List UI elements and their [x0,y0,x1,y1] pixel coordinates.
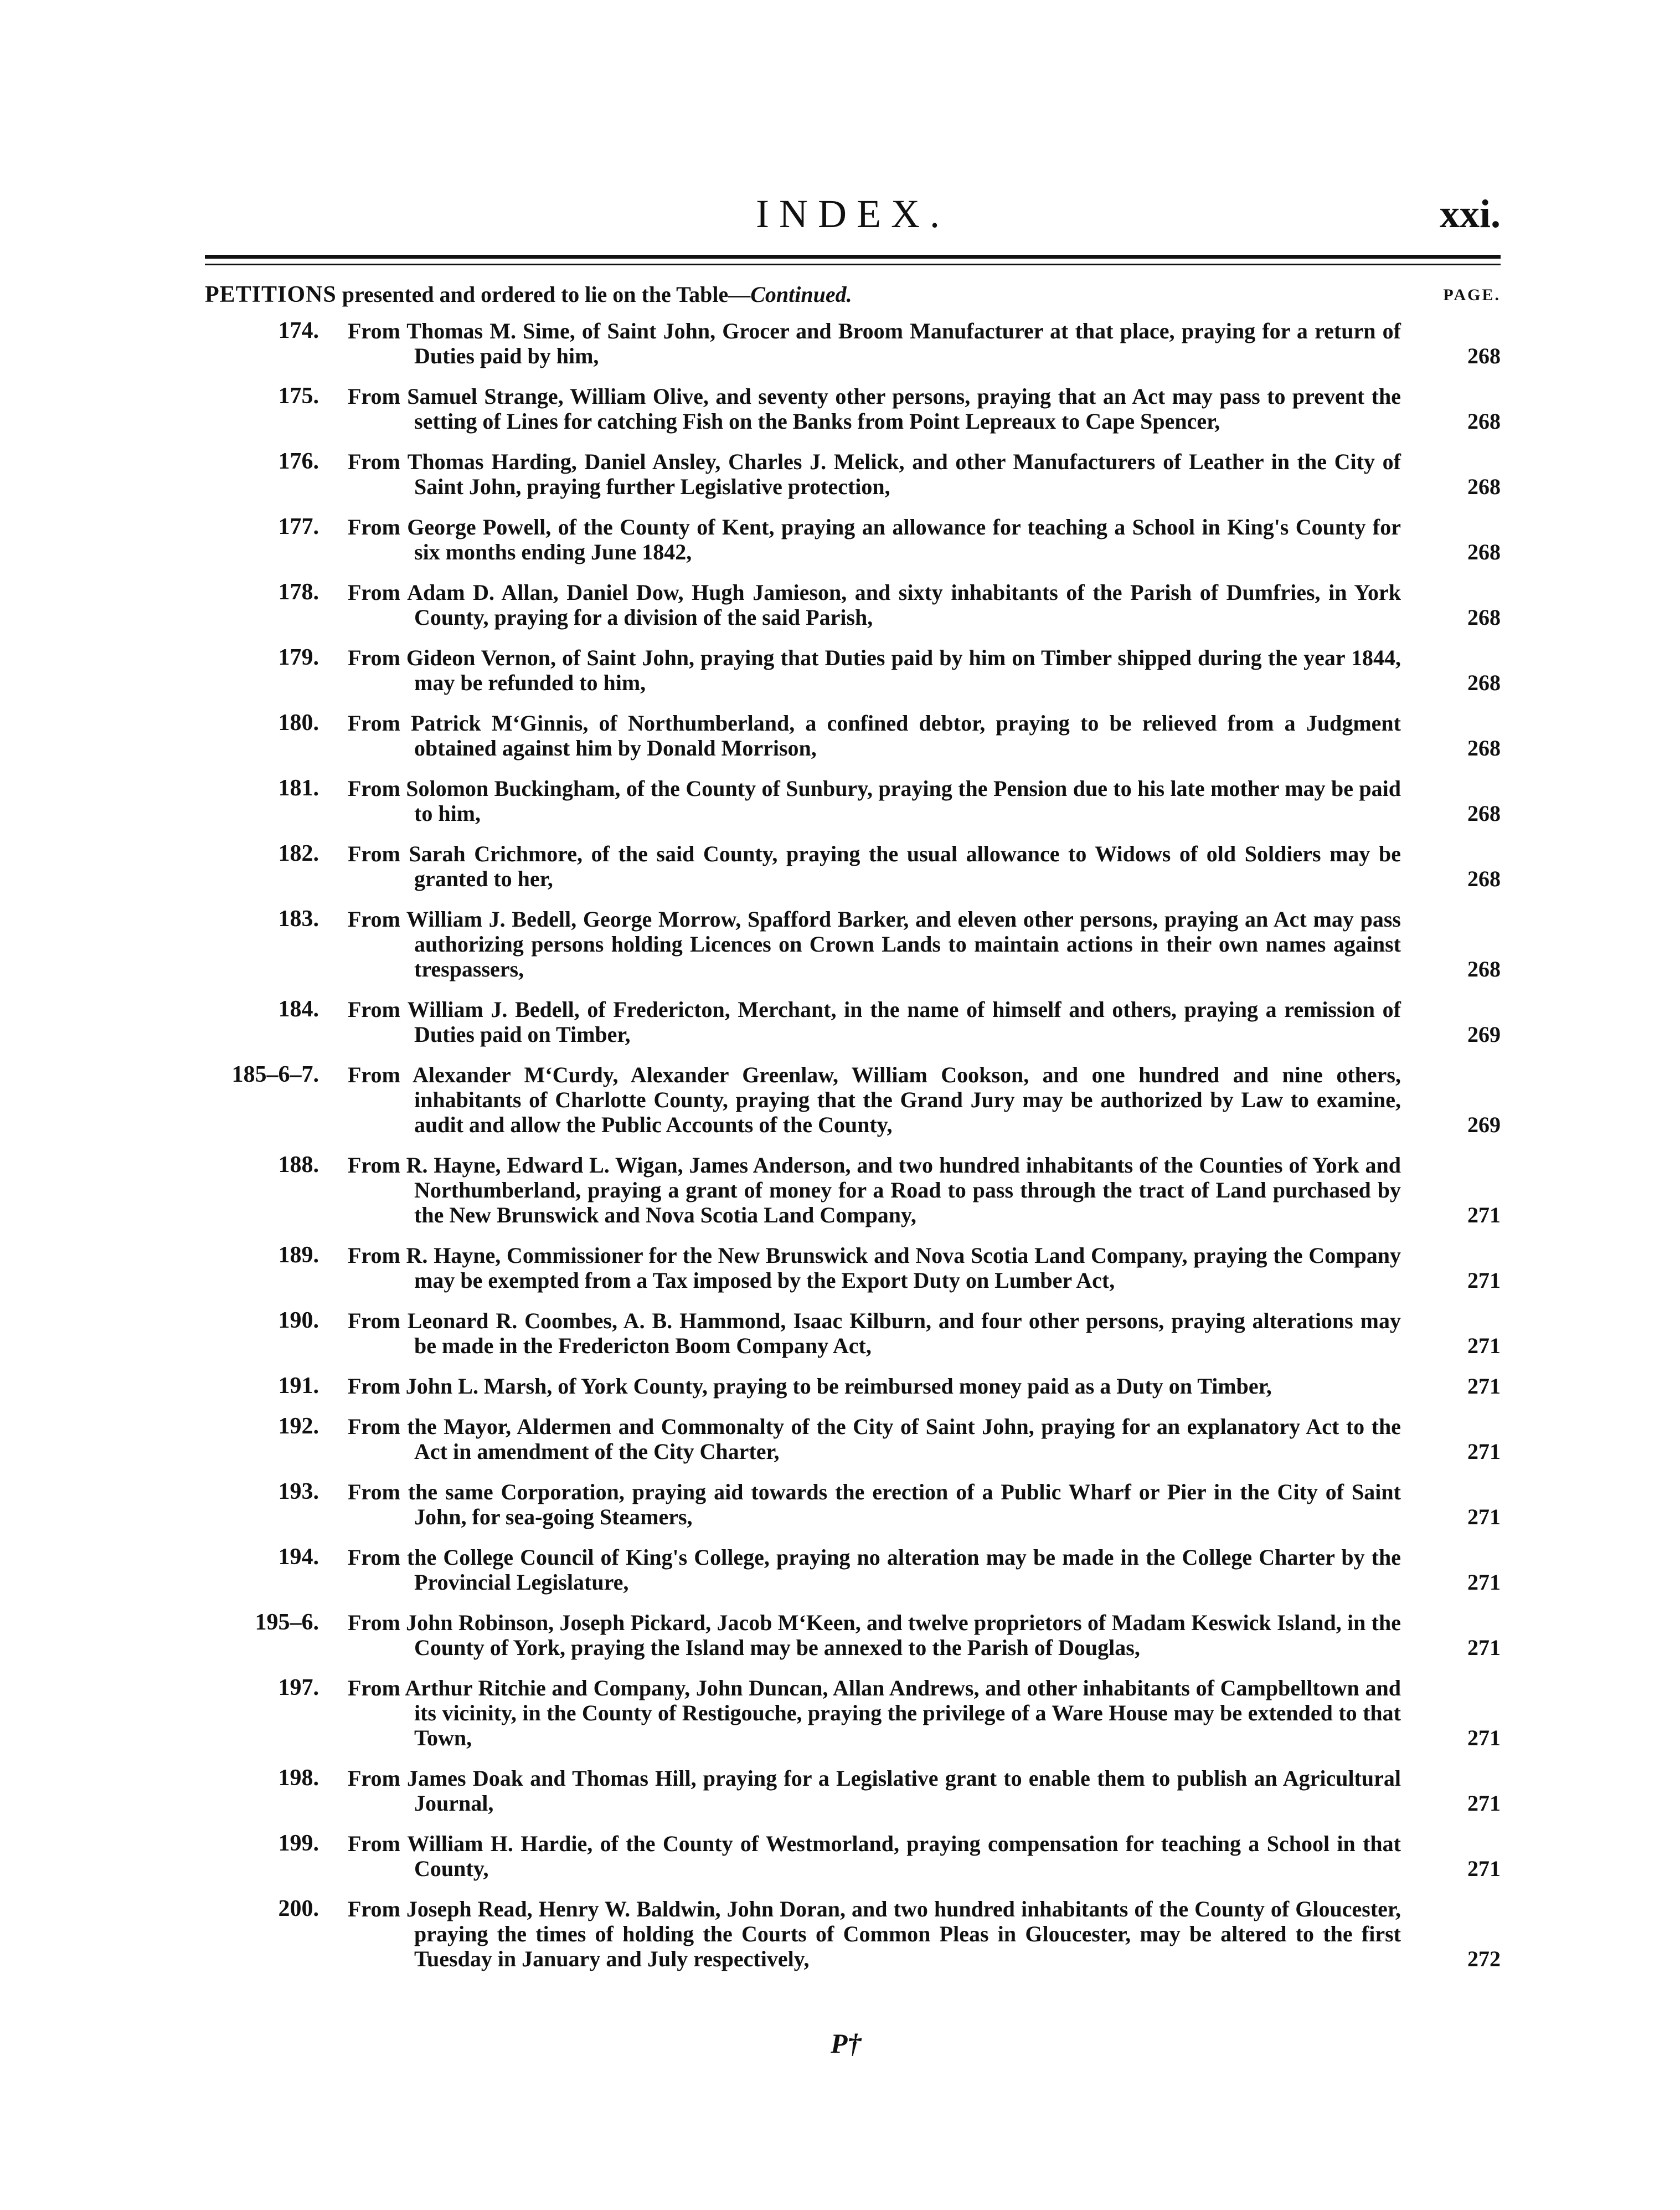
entry-page: 271 [1467,1791,1501,1816]
entry-number: 197. [278,1675,319,1700]
entry-page: 271 [1467,1374,1501,1399]
entry-text: From George Powell, of the County of Kent, praying an allowance for teaching a School in King's County for six months ending June 1842, [348,515,1401,564]
page-number: xxi. [1439,192,1501,236]
list-item [205,1243,1501,1293]
list-item [205,318,1501,368]
entry-number: 183. [278,906,319,932]
list-item [205,580,1501,630]
entry-page: 271 [1467,1856,1501,1881]
list-item [205,1479,1501,1529]
entry-text: From R. Hayne, Edward L. Wigan, James Anderson, and two hundred inhabitants of the Counties of York and Northumberland, praying a grant of money for a Road to pass through the tract of Land purchased by the New Brunswick and Nova Scotia Land Company, [348,1153,1401,1227]
list-item [205,384,1501,434]
entry-page: 269 [1467,1022,1501,1047]
entry-page: 271 [1467,1570,1501,1595]
entry-number: 176. [278,449,319,474]
entry-number: 181. [278,775,319,801]
section-heading [205,281,1501,315]
entry-page: 271 [1467,1504,1501,1529]
entry-text: From Thomas Harding, Daniel Ansley, Charles J. Melick, and other Manufacturers of Leather in the City of Saint John, praying further Legislative protection, [348,449,1401,499]
entry-page: 269 [1467,1112,1501,1137]
list-item [205,1831,1501,1881]
entry-page: 268 [1467,343,1501,368]
entry-text: From Thomas M. Sime, of Saint John, Grocer and Broom Manufacturer at that place, praying for a return of Duties paid by him, [348,318,1401,368]
entry-text: From Leonard R. Coombes, A. B. Hammond, Isaac Kilburn, and four other persons, praying alterations may be made in the Fredericton Boom Company Act, [348,1308,1401,1358]
list-item [205,1766,1501,1816]
entry-text: From Arthur Ritchie and Company, John Duncan, Allan Andrews, and other inhabitants of Campbelltown and its vicinity, in the County of Restigouche, praying the privilege of a Ware House may be extended to that Town, [348,1676,1401,1750]
petition-list [205,318,1501,1987]
entry-page: 268 [1467,605,1501,630]
entry-number: 185–6–7. [231,1062,319,1087]
entry-number: 175. [278,383,319,409]
page-title: INDEX. [756,192,950,236]
entry-page: 268 [1467,957,1501,981]
list-item [205,1308,1501,1358]
entry-page: 272 [1467,1946,1501,1971]
entry-text: From William J. Bedell, George Morrow, Spafford Barker, and eleven other persons, praying an Act may pass authorizing persons holding Licences on Crown Lands to maintain actions in their own names against trespassers, [348,907,1401,981]
page-header [205,191,1501,252]
entry-page: 271 [1467,1635,1501,1660]
entry-text: From Alexander M‘Curdy, Alexander Greenlaw, William Cookson, and one hundred and nine others, inhabitants of Charlotte County, praying that the Grand Jury may be authorized by Law to examine, audit and allow the Public Accounts of the County, [348,1062,1401,1137]
list-item [205,1062,1501,1137]
list-item [205,645,1501,695]
header-rule-thick [205,255,1501,259]
entry-text: From Patrick M‘Ginnis, of Northumberland, a confined debtor, praying to be relieved from a Judgment obtained against him by Donald Morrison, [348,711,1401,760]
entry-number: 193. [278,1479,319,1504]
list-item [205,776,1501,826]
section-heading-continued: Continued. [750,282,852,307]
section-heading-caps: PETITIONS [205,282,337,307]
entry-page: 268 [1467,736,1501,760]
entry-text: From Gideon Vernon, of Saint John, praying that Duties paid by him on Timber shipped during the year 1844, may be refunded to him, [348,645,1401,695]
entry-text: From the Mayor, Aldermen and Commonalty of the City of Saint John, praying for an explanatory Act to the Act in amendment of the City Charter, [348,1414,1401,1464]
entry-number: 198. [278,1765,319,1791]
signature-mark: P† [831,2028,862,2059]
entry-page: 268 [1467,409,1501,434]
entry-number: 179. [278,645,319,670]
entry-number: 190. [278,1308,319,1333]
entry-number: 188. [278,1152,319,1178]
entry-page: 271 [1467,1202,1501,1227]
entry-page: 268 [1467,670,1501,695]
entry-number: 184. [278,996,319,1022]
entry-number: 178. [278,579,319,605]
list-item [205,907,1501,981]
entry-number: 177. [278,514,319,539]
entry-text: From James Doak and Thomas Hill, praying for a Legislative grant to enable them to publish an Agricultural Journal, [348,1766,1401,1816]
entry-text: From Joseph Read, Henry W. Baldwin, John Doran, and two hundred inhabitants of the County of Gloucester, praying the times of holding the Courts of Common Pleas in Gloucester, may be altered to the first Tuesday in January and July respectively, [348,1897,1401,1971]
entry-page: 268 [1467,866,1501,891]
list-item [205,711,1501,760]
entry-number: 200. [278,1896,319,1921]
entry-text: From R. Hayne, Commissioner for the New Brunswick and Nova Scotia Land Company, praying the Company may be exempted from a Tax imposed by the Export Duty on Lumber Act, [348,1243,1401,1293]
list-item [205,997,1501,1047]
entry-text: From the same Corporation, praying aid towards the erection of a Public Wharf or Pier in the City of Saint John, for sea-going Steamers, [348,1479,1401,1529]
list-item [205,515,1501,564]
entry-number: 199. [278,1831,319,1856]
list-item [205,1153,1501,1227]
entry-text: From William H. Hardie, of the County of Westmorland, praying compensation for teaching a School in that County, [348,1831,1401,1881]
entry-text: From Sarah Crichmore, of the said County, praying the usual allowance to Widows of old Soldiers may be granted to her, [348,841,1401,891]
entry-text: From William J. Bedell, of Fredericton, Merchant, in the name of himself and others, praying a remission of Duties paid on Timber, [348,997,1401,1047]
page-column-label: PAGE. [1443,286,1501,304]
section-heading-rest: presented and ordered to lie on the Table— [336,282,751,307]
entry-page: 271 [1467,1725,1501,1750]
entry-text: From John Robinson, Joseph Pickard, Jacob M‘Keen, and twelve proprietors of Madam Keswick Island, in the County of York, praying the Island may be annexed to the Parish of Douglas, [348,1610,1401,1660]
list-item [205,1374,1501,1399]
entry-text: From the College Council of King's College, praying no alteration may be made in the College Charter by the Provincial Legislature, [348,1545,1401,1595]
entry-text: From Solomon Buckingham, of the County of Sunbury, praying the Pension due to his late mother may be paid to him, [348,776,1401,826]
entry-page: 271 [1467,1439,1501,1464]
header-rule-thin [205,264,1501,265]
entry-page: 268 [1467,539,1501,564]
entry-page: 271 [1467,1268,1501,1293]
entry-page: 268 [1467,801,1501,826]
list-item [205,1676,1501,1750]
entry-number: 195–6. [255,1610,319,1635]
entry-number: 194. [278,1544,319,1570]
list-item [205,841,1501,891]
entry-number: 192. [278,1414,319,1439]
list-item [205,1897,1501,1971]
entry-page: 268 [1467,474,1501,499]
entry-number: 191. [278,1373,319,1399]
entry-number: 174. [278,318,319,343]
list-item [205,1545,1501,1595]
list-item [205,1610,1501,1660]
entry-text: From Adam D. Allan, Daniel Dow, Hugh Jamieson, and sixty inhabitants of the Parish of Dumfries, in York County, praying for a division of the said Parish, [348,580,1401,630]
entry-number: 189. [278,1242,319,1268]
list-item [205,1414,1501,1464]
entry-page: 271 [1467,1333,1501,1358]
list-item [205,449,1501,499]
entry-number: 180. [278,710,319,736]
entry-text: From Samuel Strange, William Olive, and seventy other persons, praying that an Act may pass to prevent the setting of Lines for catching Fish on the Banks from Point Lepreaux to Cape Spencer, [348,384,1401,434]
entry-text: From John L. Marsh, of York County, praying to be reimbursed money paid as a Duty on Timber, [348,1374,1272,1399]
entry-number: 182. [278,841,319,866]
